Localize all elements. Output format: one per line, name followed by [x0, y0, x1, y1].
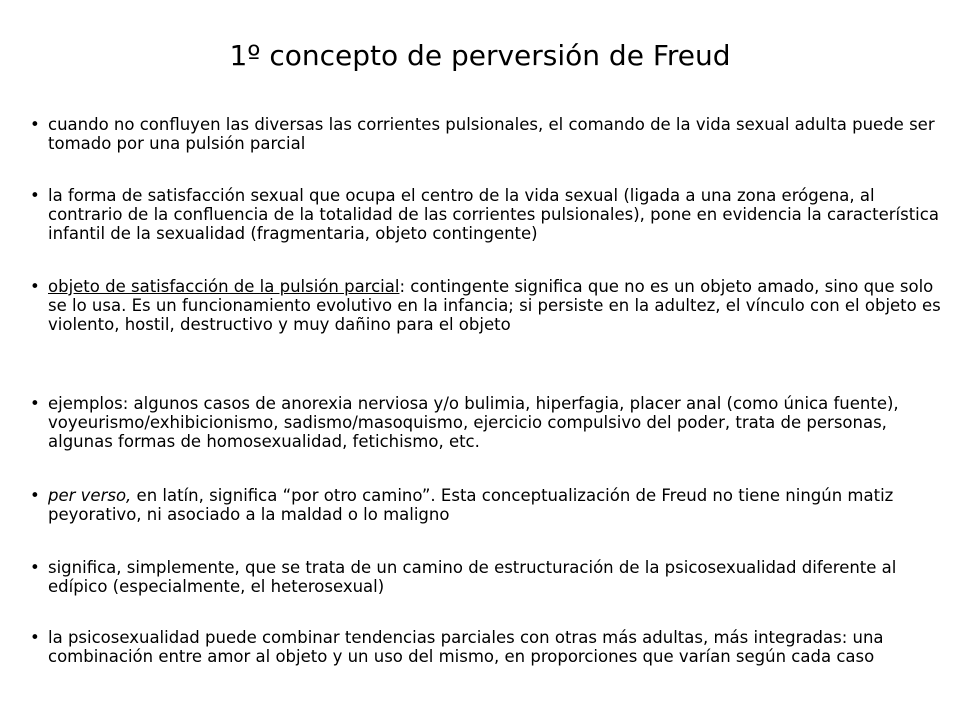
bullet-text [48, 486, 948, 524]
bullet-dot-icon: • [30, 486, 40, 505]
bullet-text: cuando no confluyen las diversas las corrientes pulsionales, el comando de la vida sexual adulta puede ser tomado por una pulsión parcial [48, 115, 935, 153]
bullet-text: significa, simplemente, que se trata de un camino de estructuración de la psicosexualidad diferente al edípico (especialmente, el heterosexual) [48, 558, 897, 596]
bullet-dot-icon: • [30, 394, 40, 413]
bullet-text: ejemplos: algunos casos de anorexia nerviosa y/o bulimia, hiperfagia, placer anal (como única fuente), voyeurismo/exhibicionismo, sadismo/masoquismo, ejercicio compulsivo del poder, trata de personas, algunas formas de homosexualidad, fetichismo, etc. [48, 394, 899, 451]
bullet-dot-icon: • [30, 277, 40, 296]
bullet-dot-icon: • [30, 115, 40, 134]
bullet-dot-icon: • [30, 186, 40, 205]
bullet-text: la forma de satisfacción sexual que ocupa el centro de la vida sexual (ligada a una zona erógena, al contrario de la confluencia de la totalidad de las corrientes pulsionales), pone en evidencia la característica infantil de la sexualidad (fragmentaria, objeto contingente) [48, 186, 939, 243]
bullet-dot-icon: • [30, 558, 40, 577]
slide-title: 1º concepto de perversión de Freud [229, 39, 731, 72]
bullet-underlined-term: objeto de satisfacción de la pulsión parcial [48, 277, 400, 296]
bullet-text [48, 277, 948, 334]
bullet-text-rest: en latín, significa “por otro camino”. Esta conceptualización de Freud no tiene ningún matiz peyorativo, ni asociado a la maldad o lo maligno [48, 486, 894, 524]
bullet-text-rest: : contingente significa que no es un objeto amado, sino que solo se lo usa. Es un funcionamiento evolutivo en la infancia; si persiste en la adultez, el vínculo con el objeto es violento, hostil, destructivo y muy dañino para el objeto [48, 277, 941, 334]
bullet-dot-icon: • [30, 628, 40, 647]
bullet-text: la psicosexualidad puede combinar tendencias parciales con otras más adultas, más integradas: una combinación entre amor al objeto y un uso del mismo, en proporciones que varían según cada caso [48, 628, 884, 666]
bullet-italic-term: per verso, [48, 486, 132, 505]
